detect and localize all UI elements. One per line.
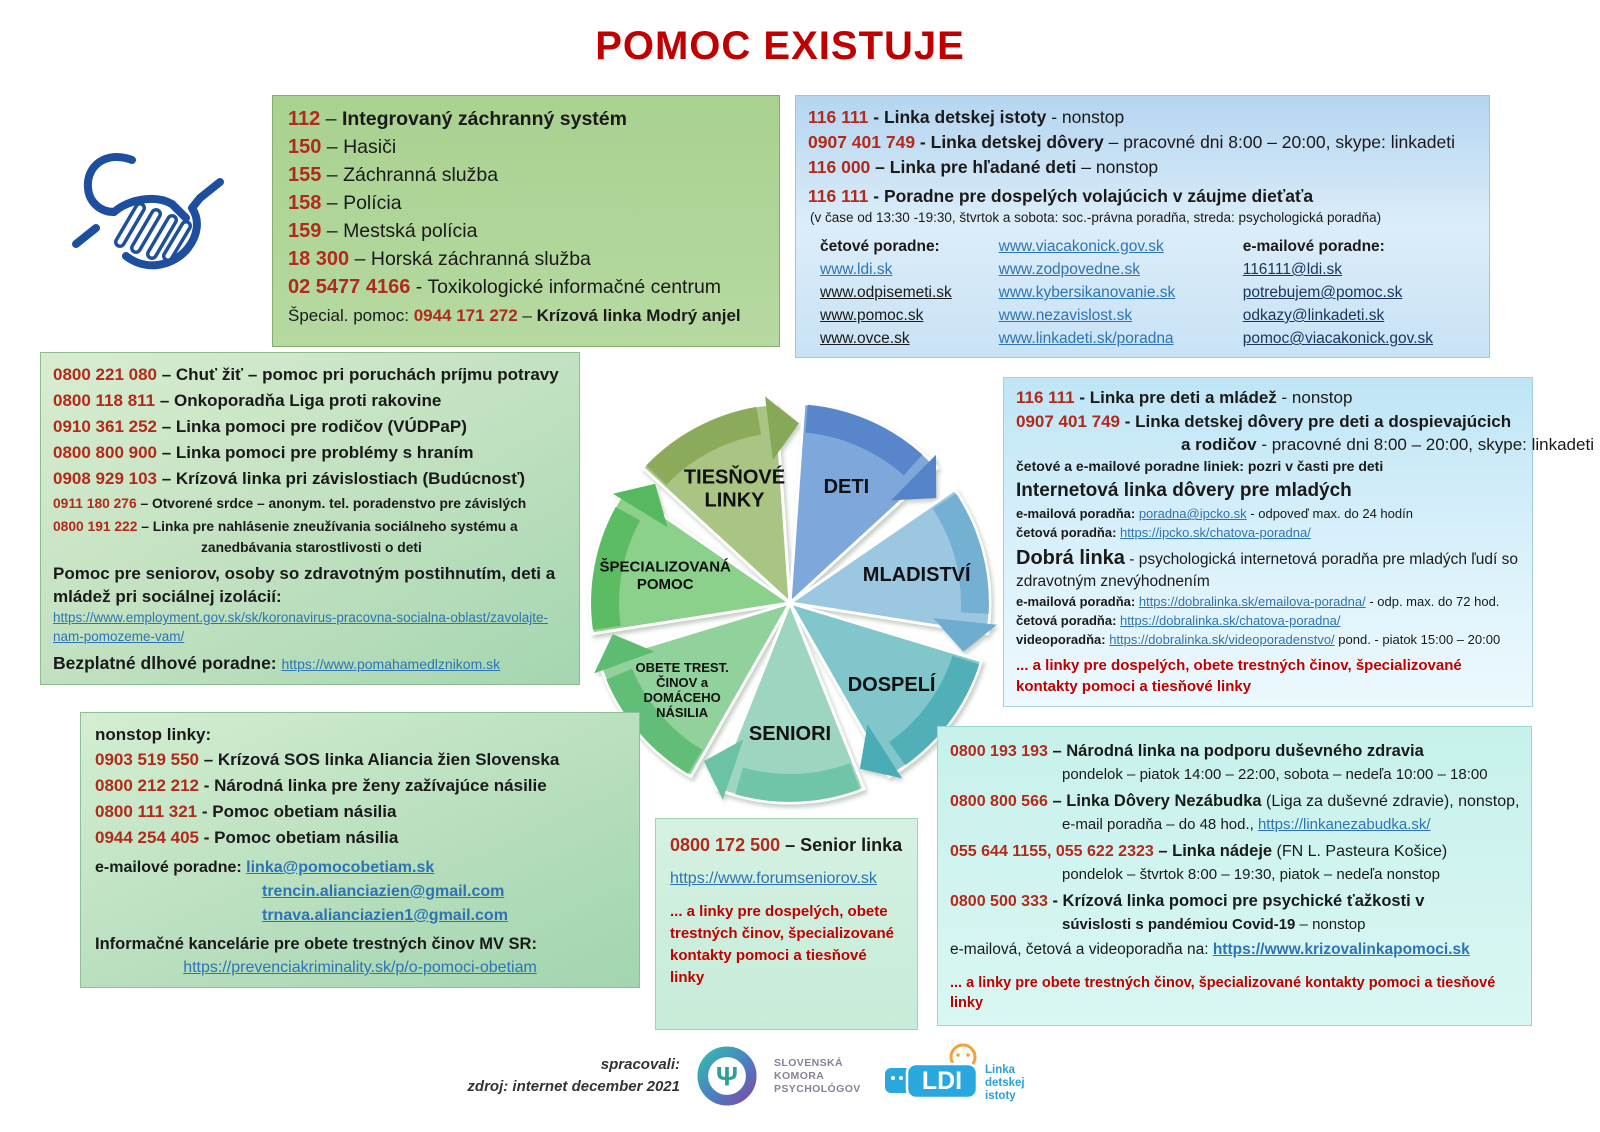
phone-number: 116 111 [1016,388,1075,407]
email-link[interactable]: odkazy@linkadeti.sk [1242,307,1385,324]
wheel-slice-label: SENIORI [748,723,832,745]
channel-label: e-mailová poradňa: [1016,594,1139,609]
phone-number: 116 111 [808,107,869,127]
separator: – [321,164,344,186]
youth-chat-note: četové a e-mailové poradne liniek: pozri v časti pre deti [1016,458,1384,474]
emergency-line [288,105,767,133]
children-line [808,155,1477,180]
footer-credits [420,1054,680,1098]
service-label: Onkoporadňa Liga proti rakovine [174,391,442,410]
phone-number: 159 [288,220,322,242]
specialized-box-rows [53,362,569,558]
separator: – [199,750,218,769]
service-label: Otvorené srdce – anonym. tel. poradenstvo pre závislých [151,496,527,511]
mental-line-1-hours: pondelok – piatok 14:00 – 22:00, sobota – nedeľa 10:00 – 18:00 [1062,766,1488,783]
mental-portal-line [950,939,1521,961]
service-label: Linka pomoci pre rodičov (VÚDPaP) [175,417,467,436]
mental-more-links-note: ... a linky pre obete trestných činov, špecializované kontakty pomoci a tiesňové linky [950,975,1496,1011]
separator: - [1047,892,1063,910]
ipcko-email-line [1016,504,1524,523]
separator: – [321,220,344,242]
channel-hours: pond. - piatok 15:00 – 20:00 [1334,632,1501,647]
specialized-line [53,492,569,516]
linkanezabudka-link[interactable]: https://linkanezabudka.sk/ [1257,816,1431,833]
chat-link-item [820,304,999,327]
email-links-list [1243,258,1477,350]
phone-number: 0908 929 103 [53,469,157,488]
chat-link-item [999,304,1243,327]
service-label: Linka detskej dôvery pre deti a dospievajúcich [1135,412,1512,431]
phone-number: 0907 401 749 [808,132,916,152]
phone-number: 0903 519 550 [95,750,199,769]
emergency-box-rows [288,105,767,301]
service-label: Záchranná služba [343,164,499,186]
separator: – [1153,842,1173,860]
service-label: Pomoc obetiam násilia [212,802,397,821]
portal-label: e-mailová, četová a videoporadňa na: [950,941,1213,958]
separator: – [780,835,801,855]
service-label: Poradne pre dospelých volajúcich v záujme dieťaťa [883,186,1314,206]
service-label: Linka pre deti a mládež [1089,388,1277,407]
helping-hands-icon [62,138,237,283]
service-label: Krízová linka pri závislostiach (Budúcnosť) [175,469,526,488]
chat-links-header: četové poradne: [820,238,940,255]
service-label: Linka pre hľadané deti [889,157,1077,177]
footer-source: zdroj: internet december 2021 [467,1078,680,1095]
channel-label: e-mailová poradňa: [1016,506,1139,521]
chat-link[interactable]: www.ldi.sk [820,261,893,278]
info-offices-line [95,956,625,980]
internet-helpline-header: Internetová linka dôvery pre mladých [1016,480,1352,501]
separator: – [321,192,344,214]
channel-hours: - odpoveď max. do 24 hodín [1246,506,1413,521]
prevenciakriminality-link[interactable]: https://prevenciakriminality.sk/p/o-pomoci-obetiam [183,959,537,976]
dobralinka-chat-line [1016,611,1524,630]
phone-number: 150 [288,136,322,158]
chat-links-column [808,235,999,350]
phone-number: 18 300 [288,248,350,270]
separator: - [199,828,215,847]
nonstop-header: nonstop linky: [95,725,212,744]
page-title: POMOC EXISTUJE [595,24,965,68]
chat-link[interactable]: www.pomoc.sk [820,307,924,324]
hand-sleeve-left [76,228,96,244]
senior-link-line [670,870,903,888]
service-label: Toxikologické informačné centrum [427,276,722,298]
ldi-label: Linka detskej istoty [984,1064,1025,1102]
children-note: (v čase od 13:30 -19:30, štvrtok a sobota: soc.-právna poradňa, streda: psychologická poradňa) [810,210,1382,225]
chat-link-item [820,327,999,350]
children-links-columns [808,235,1477,350]
chat-link-item [999,281,1243,304]
mental-line-1 [950,739,1521,764]
wheel-slice-label: DOSPELÍ [847,674,936,697]
footer-made-by: spracovali: [600,1056,680,1073]
separator: – [157,469,176,488]
service-label: Krízová SOS linka Aliancia žien Slovenska [217,750,560,769]
service-label: Hasiči [343,136,397,158]
info-offices-label: Informačné kancelárie pre obete trestných činov MV SR: [95,935,537,953]
channel-label: četová poradňa: [1016,525,1121,540]
wheel-slice-shape [739,776,855,788]
chat-link[interactable]: www.viacakonick.gov.sk [998,238,1164,255]
separator: - [1120,412,1136,431]
chat-link-item [999,235,1243,258]
phone-number: 0907 401 749 [1016,412,1120,431]
separator: – [321,136,344,158]
youth-line-2 [1016,410,1524,434]
children-helplines-box [795,95,1490,358]
phone-number: 0800 118 811 [53,391,156,410]
phone-number: 0944 254 405 [95,828,199,847]
senior-helpline-box [655,818,918,1030]
service-hours: - nonstop [1276,388,1353,407]
chat-link[interactable]: www.odpisemeti.sk [820,284,952,301]
youth-more-links-note: ... a linky pre dospelých, obete trestných činov, špecializované kontakty pomoci a tiesňové linky [1016,657,1462,695]
service-label: Linka detskej dôvery [930,132,1104,152]
ldi-logo [877,1040,1037,1112]
dobra-linka-header [1016,546,1524,572]
specialized-line [53,414,569,440]
children-line [808,184,1477,209]
nonstop-lines-box [80,712,640,988]
service-label: Chuť žiť – pomoc pri poruchách príjmu potravy [175,365,559,384]
youth-line-2b [1016,434,1594,456]
separator: – [517,306,537,325]
separator: - [199,776,215,795]
ipcko-chat-link[interactable]: https://ipcko.sk/chatova-poradna/ [1120,525,1311,540]
chat-link[interactable]: www.nezavislost.sk [998,307,1133,324]
wheel-slice-label: MLADISTVÍ [862,564,971,587]
service-hours: – nonstop [1295,916,1366,933]
mental-line-3-hours: pondelok – štvrtok 8:00 – 19:30, piatok – nedeľa nonstop [1062,866,1440,883]
dobralinka-chat-link[interactable]: https://dobralinka.sk/chatova-poradna/ [1120,613,1341,628]
krizovalinkapomoci-link[interactable]: https://www.krizovalinkapomoci.sk [1212,941,1470,958]
emergency-numbers-box [272,95,780,347]
phone-number: 0800 111 321 [95,802,198,821]
chat-link[interactable]: www.kybersikanovanie.sk [998,284,1176,301]
debt-advice-line [53,653,569,674]
separator: - [410,276,428,298]
dobralinka-video-line [1016,630,1524,649]
separator: – [136,496,152,511]
channel-label: videoporadňa: [1016,632,1110,647]
separator: – [157,443,176,462]
wheel-slice-label: TIESŇOVÉ LINKY [683,466,786,512]
service-label: Horská záchranná služba [370,248,591,270]
emergency-line [288,217,767,245]
email-link-item [1243,258,1477,281]
separator: – [137,519,153,534]
children-line [808,105,1477,130]
service-label: Linka detskej istoty [883,107,1047,127]
separator: – [349,248,371,270]
phone-number: 0800 172 500 [670,835,781,855]
nonstop-line [95,773,625,799]
email-link-item [1243,304,1477,327]
phone-number: 0800 800 566 [950,793,1048,810]
service-hours: - nonstop [1046,107,1125,127]
employment-link[interactable]: https://www.employment.gov.sk/sk/koronavirus-pracovna-socialna-oblast/zavolajte-nam-pomozeme-vam/ [53,610,548,644]
trencin-email-link[interactable]: trencin.alianciazien@gmail.com [262,883,505,900]
specialized-line [53,440,569,466]
phone-number: 112 [288,108,321,130]
dobra-linka-desc-2: zdravotným znevýhodnením [1016,573,1210,590]
service-label: Národná linka pre ženy zažívajúce násilie [214,776,547,795]
nonstop-line [95,799,625,825]
nonstop-email-line [95,856,625,880]
separator: – [320,108,342,130]
phone-number: 0800 212 212 [95,776,199,795]
ldi-logo-group [877,1040,1037,1112]
chat-links-column-2 [999,235,1243,350]
ldi-text: LDI [921,1067,962,1095]
service-label: Krízová linka Modrý anjel [536,306,741,325]
emergency-special-line [288,302,767,329]
dobralinka-video-link[interactable]: https://dobralinka.sk/videoporadenstvo/ [1109,632,1335,647]
mental-line-4b [950,914,1521,936]
chat-link[interactable]: www.linkadeti.sk/poradna [998,330,1174,347]
service-label: Mestská polícia [343,220,478,242]
separator: – [1047,792,1067,810]
email-link[interactable]: potrebujem@pomoc.sk [1242,284,1403,301]
phone-number: 155 [288,164,322,186]
email-link[interactable]: pomoc@viacakonick.gov.sk [1242,330,1434,347]
psychologists-chamber-label [774,1057,861,1096]
separator: – [157,417,176,436]
emergency-line [288,273,767,301]
mental-line-4 [950,889,1521,914]
dobralinka-email-link[interactable]: https://dobralinka.sk/emailova-poradna/ [1138,594,1366,609]
psi-label-line: SLOVENSKÁ [774,1056,843,1069]
service-label: Senior linka [800,835,903,855]
service-label: Linka pomoci pre problémy s hraním [175,443,474,462]
phone-number: 116 000 [808,157,871,177]
nonstop-box-rows [95,747,625,851]
service-detail: (Liga za duševné zdravie), nonstop, [1261,793,1520,810]
chat-link[interactable]: www.zodpovedne.sk [998,261,1140,278]
psi-symbol: Ψ [716,1060,738,1092]
phone-number: 158 [288,192,322,214]
email-link-item [1243,327,1477,350]
dobralinka-email-line [1016,592,1524,611]
phone-number: 0911 180 276 [53,496,137,511]
emergency-line [288,245,767,273]
separator: - [1074,388,1090,407]
nonstop-email-3 [95,904,625,928]
service-label: a rodičov [1181,435,1257,454]
service-label: Linka pre nahlásenie zneužívania sociálneho systému a zanedbávania starostlivosti o deti [152,519,518,555]
separator: - [868,186,884,206]
phone-number: 0800 500 333 [950,893,1048,910]
children-box-rows [808,105,1477,209]
trnava-email-link[interactable]: trnava.alianciazien1@gmail.com [262,907,508,924]
chat-link-item [820,258,999,281]
phone-number: 055 644 1155, 055 622 2323 [950,843,1154,860]
mental-line-2 [950,789,1521,814]
separator: – [1047,742,1067,760]
mental-health-box [937,726,1532,1026]
specialized-help-box [40,352,580,685]
chat-link-item [999,258,1243,281]
email-advice-label: e-mailové poradne: [95,859,247,876]
email-link[interactable]: 116111@ldi.sk [1242,261,1343,278]
chat-link[interactable]: www.ovce.sk [820,330,910,347]
phone-number: 0800 800 900 [53,443,157,462]
psi-label-line: KOMORA [774,1069,825,1082]
forumseniorov-link[interactable]: https://www.forumseniorov.sk [670,870,877,887]
service-hours: – nonstop [1076,157,1159,177]
service-label: Linka nádeje [1172,842,1273,860]
separator: - [868,107,884,127]
emergency-line [288,133,767,161]
chat-link-item [999,327,1243,350]
psychologists-chamber-logo [696,1045,758,1107]
emergency-line [288,161,767,189]
service-label: Polícia [343,192,402,214]
service-hours: - pracovné dni 8:00 – 20:00, skype: linkadeti [1256,435,1594,454]
mental-line-3 [950,839,1521,864]
youth-line-1 [1016,386,1524,410]
separator: – [157,365,176,384]
footer [420,1040,1037,1112]
chat-links-list-2 [999,235,1243,350]
service-label: Pomoc obetiam násilia [214,828,399,847]
senior-line [670,833,903,857]
separator: - [197,802,213,821]
seniors-isolation-text: Pomoc pre seniorov, osoby so zdravotným postihnutím, deti a mládež pri sociálnej izolácií: [53,564,556,606]
wheel-slice-label: ŠPECIALIZOVANÁ POMOC [599,558,731,593]
youth-helplines-box [1003,377,1594,707]
separator: – [870,157,890,177]
service-label: Národná linka na podporu duševného zdravia [1066,742,1424,760]
nonstop-email-2 [95,880,625,904]
email-links-header: e-mailové poradne: [1242,238,1385,255]
children-line [808,130,1477,155]
separator: – [155,391,175,410]
separator: - [915,132,931,152]
service-label-2: súvislosti s pandémiou Covid-19 [1062,916,1296,933]
channel-hours: - odp. max. do 72 hod. [1365,594,1500,609]
phone-number: 0800 221 080 [53,365,157,384]
email-link-item [1243,281,1477,304]
email-advice-hours: e-mail poradňa – do 48 hod., [1062,816,1258,833]
ipcko-email-link[interactable]: poradna@ipcko.sk [1138,506,1247,521]
phone-number: 02 5477 4166 [288,276,411,298]
specialized-line [53,362,569,388]
phone-number: 116 111 [808,186,869,206]
service-hours: – pracovné dni 8:00 – 20:00, skype: linkadeti [1103,132,1455,152]
chat-links-list-1 [820,258,999,350]
debt-advice-label: Bezplatné dlhové poradne: [53,653,282,673]
chat-link-item [820,281,999,304]
dobra-linka-desc: - psychologická internetová poradňa pre mladých ľudí so [1124,551,1519,568]
specialized-line [53,388,569,414]
specialized-line [53,466,569,492]
phone-number: 0910 361 252 [53,417,157,436]
ipcko-chat-line [1016,523,1524,542]
nonstop-line [95,825,625,851]
psi-label-line: PSYCHOLÓGOV [774,1082,861,1095]
special-help-prefix: Špecial. pomoc: [288,306,414,325]
service-detail: (FN L. Pasteura Košice) [1272,843,1448,860]
senior-more-links-note: ... a linky pre dospelých, obete trestných činov, špecializované kontakty pomoci a tiesňové linky [670,903,894,986]
email-links-column [1243,235,1477,350]
debt-advice-link[interactable]: https://www.pomahamedlznikom.sk [281,656,501,672]
mental-line-2-hours [950,814,1521,836]
service-label: Linka Dôvery Nezábudka [1066,792,1262,810]
specialized-line [53,516,569,558]
dobra-linka-title: Dobrá linka [1016,547,1125,569]
service-label: Krízová linka pomoci pre psychické ťažkosti v [1062,892,1425,910]
pomocobetiam-email-link[interactable]: linka@pomocobetiam.sk [246,859,435,876]
phone-number: 0944 171 272 [413,306,518,325]
nonstop-line [95,747,625,773]
channel-label: četová poradňa: [1016,613,1121,628]
emergency-line [288,189,767,217]
wheel-slice-label: OBETE TREST. ČINOV a DOMÁCEHO NÁSILIA [635,660,729,720]
phone-number: 0800 193 193 [950,743,1048,760]
service-label: Integrovaný záchranný systém [341,108,627,130]
phone-number: 0800 191 222 [53,519,138,534]
wheel-slice-label: DETI [823,475,870,498]
